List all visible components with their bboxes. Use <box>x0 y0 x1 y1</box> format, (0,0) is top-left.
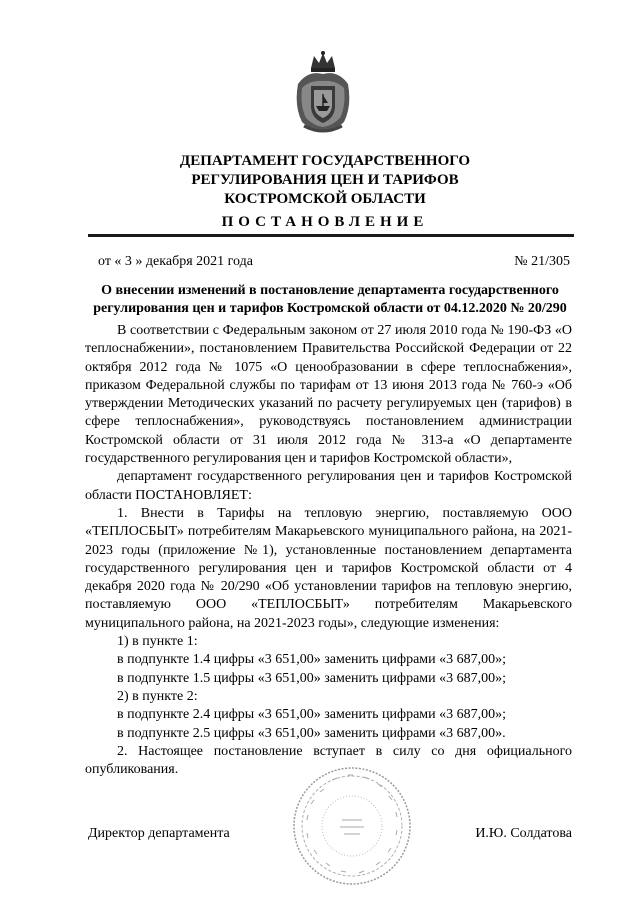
title-line-1: О внесении изменений в постановление департамента государственного <box>101 283 559 298</box>
department-line-2: РЕГУЛИРОВАНИЯ ЦЕН И ТАРИФОВ <box>191 172 459 188</box>
document-type: ПОСТАНОВЛЕНИЕ <box>221 214 429 230</box>
signatory-position: Директор департамента <box>88 826 230 841</box>
subitem-1-5: в подпункте 1.5 цифры «3 651,00» заменить цифрами «3 687,00»; <box>117 670 507 686</box>
subitem-2-heading: 2) в пункте 2: <box>117 688 198 704</box>
coat-of-arms-icon <box>292 50 354 134</box>
item-2-paragraph: 2. Настоящее постановление вступает в силу со дня официального опубликования. <box>85 743 572 778</box>
resolution-paragraph: департамент государственного регулирования цен и тарифов Костромской области ПОСТАНОВЛЯЕТ: <box>85 469 572 503</box>
subitem-2-5: в подпункте 2.5 цифры «3 651,00» заменить цифрами «3 687,00». <box>117 725 506 741</box>
signature-block <box>88 826 572 842</box>
title-line-2: регулирования цен и тарифов Костромской области от 04.12.2020 № 20/290 <box>93 301 567 316</box>
subitem-1-4: в подпункте 1.4 цифры «3 651,00» заменить цифрами «3 687,00»; <box>117 652 507 668</box>
item-1-paragraph: 1. Внести в Тарифы на тепловую энергию, поставляемую ООО «ТЕПЛОСБЫТ» потребителям Макарьевского муниципального района, на 2021-2023 годы (приложение №1), установленные постановлением департамента государственного регулирования цен и тарифов Костромской области от 4 декабря 2020 года № 20/290 «Об установлении тарифов на тепловую энергию, поставляемую ООО «ТЕПЛОСБЫТ» потребителям Макарьевского муниципального района, на 2021-2023 годы», следующие изменения: <box>85 505 572 631</box>
header-divider <box>88 234 574 237</box>
document-title <box>90 282 570 318</box>
document-date: от « 3 » декабря 2021 года <box>98 254 253 269</box>
subitem-1-heading: 1) в пункте 1: <box>117 634 198 650</box>
preamble-paragraph: В соответствии с Федеральным законом от 27 июля 2010 года № 190-ФЗ «О теплоснабжении», постановлением Правительства Российской Федерации от 22 октября 2012 года № 1075 «О ценообразовании в сфере теплоснабжения», приказом Федеральной службы по тарифам от 13 июня 2013 года № 760-э «Об утверждении Методических указаний по расчету регулируемых цен (тарифов) в сфере теплоснабжения», руководствуясь постановлением администрации Костромской области от 31 июля 2012 года № 313-а «О департаменте государственного регулирования цен и тарифов Костромской области», <box>85 323 572 467</box>
department-name <box>100 152 550 209</box>
department-line-3: КОСТРОМСКОЙ ОБЛАСТИ <box>224 191 426 207</box>
document-number: № 21/305 <box>514 254 570 269</box>
date-line <box>98 254 570 270</box>
document-body <box>85 322 572 779</box>
subitem-2-4: в подпункте 2.4 цифры «3 651,00» заменить цифрами «3 687,00»; <box>117 707 507 723</box>
department-line-1: ДЕПАРТАМЕНТ ГОСУДАРСТВЕННОГО <box>179 153 471 169</box>
signatory-name: И.Ю. Солдатова <box>475 826 572 841</box>
